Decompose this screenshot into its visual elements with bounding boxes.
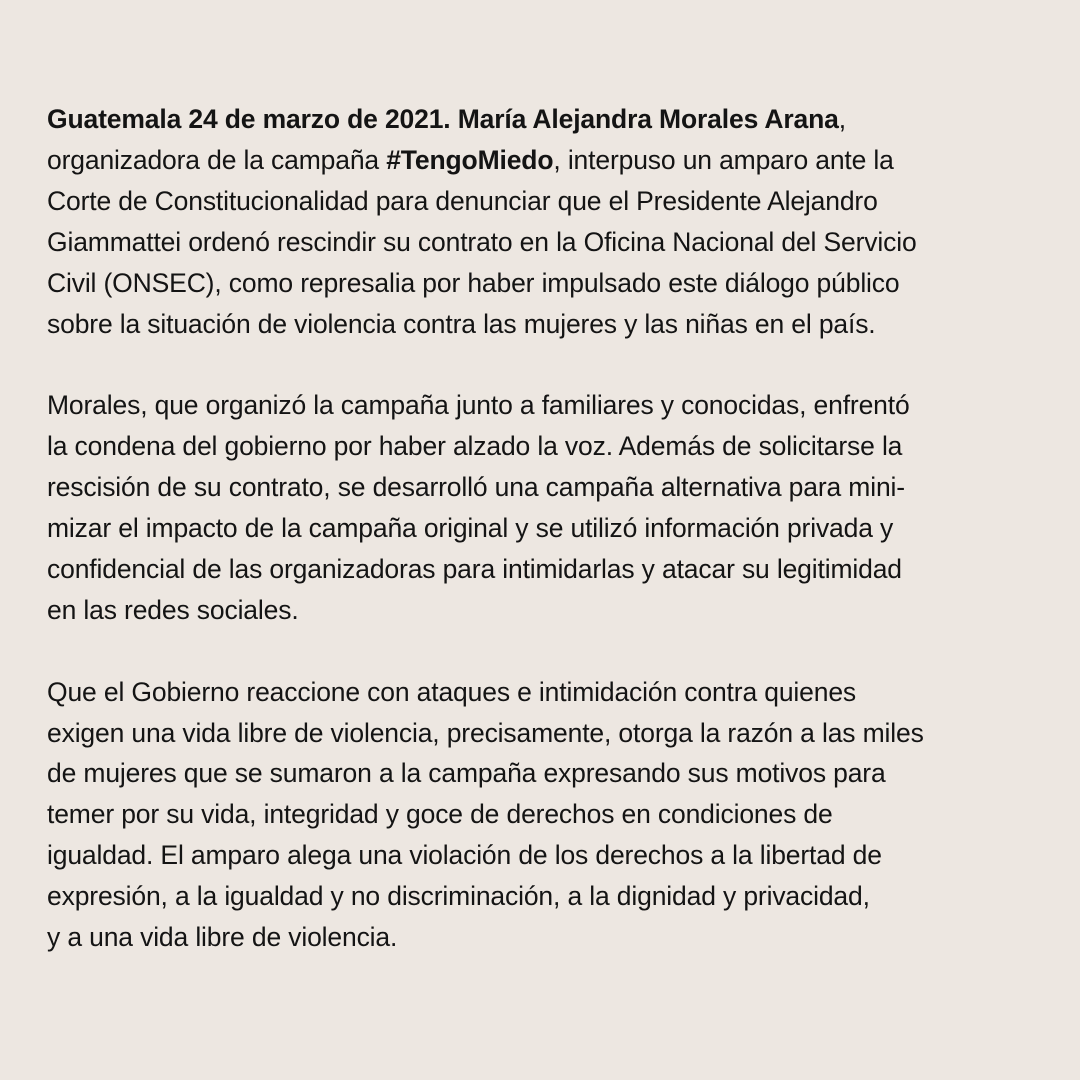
text-line: sobre la situación de violencia contra las mujeres y las niñas en el país. xyxy=(47,308,876,339)
text-segment: , interpuso un amparo ante la xyxy=(553,144,894,175)
paragraph-3 xyxy=(47,672,1037,958)
text-line: exigen una vida libre de violencia, precisamente, otorga la razón a las miles xyxy=(47,717,924,748)
text-segment: , xyxy=(838,104,846,134)
paragraph-2 xyxy=(47,385,1037,630)
text-line: y a una vida libre de violencia. xyxy=(47,922,398,953)
text-line: Que el Gobierno reaccione con ataques e intimidación contra quienes xyxy=(47,676,857,707)
text-line: Corte de Constitucionalidad para denunciar que el Presidente Alejandro xyxy=(47,185,878,216)
text-line: Morales, que organizó la campaña junto a familiares y conocidas, enfrentó xyxy=(47,390,910,421)
text-line xyxy=(47,99,1037,140)
paragraph-1 xyxy=(47,99,1037,344)
text-line: confidencial de las organizadoras para intimidarlas y atacar su legitimidad xyxy=(47,553,902,584)
text-line: en las redes sociales. xyxy=(47,594,299,625)
statement-text xyxy=(47,99,1037,958)
text-line: de mujeres que se sumaron a la campaña expresando sus motivos para xyxy=(47,758,886,789)
text-segment: organizadora de la campaña xyxy=(47,144,387,175)
text-line: Civil (ONSEC), como represalia por haber impulsado este diálogo público xyxy=(47,267,900,298)
text-line: igualdad. El amparo alega una violación de los derechos a la libertad de xyxy=(47,840,882,871)
headline-bold: Guatemala 24 de marzo de 2021. María Alejandra Morales Arana xyxy=(47,104,839,134)
text-line: mizar el impacto de la campaña original y se utilizó información privada y xyxy=(47,513,894,544)
text-line: rescisión de su contrato, se desarrolló una campaña alternativa para mini- xyxy=(47,472,905,503)
text-line: Giammattei ordenó rescindir su contrato en la Oficina Nacional del Servicio xyxy=(47,226,917,257)
text-line: expresión, a la igualdad y no discriminación, a la dignidad y privacidad, xyxy=(47,881,870,912)
text-line xyxy=(47,140,1037,181)
text-line: la condena del gobierno por haber alzado la voz. Además de solicitarse la xyxy=(47,431,903,462)
text-line: temer por su vida, integridad y goce de derechos en condiciones de xyxy=(47,799,833,830)
hashtag: #TengoMiedo xyxy=(386,144,554,175)
